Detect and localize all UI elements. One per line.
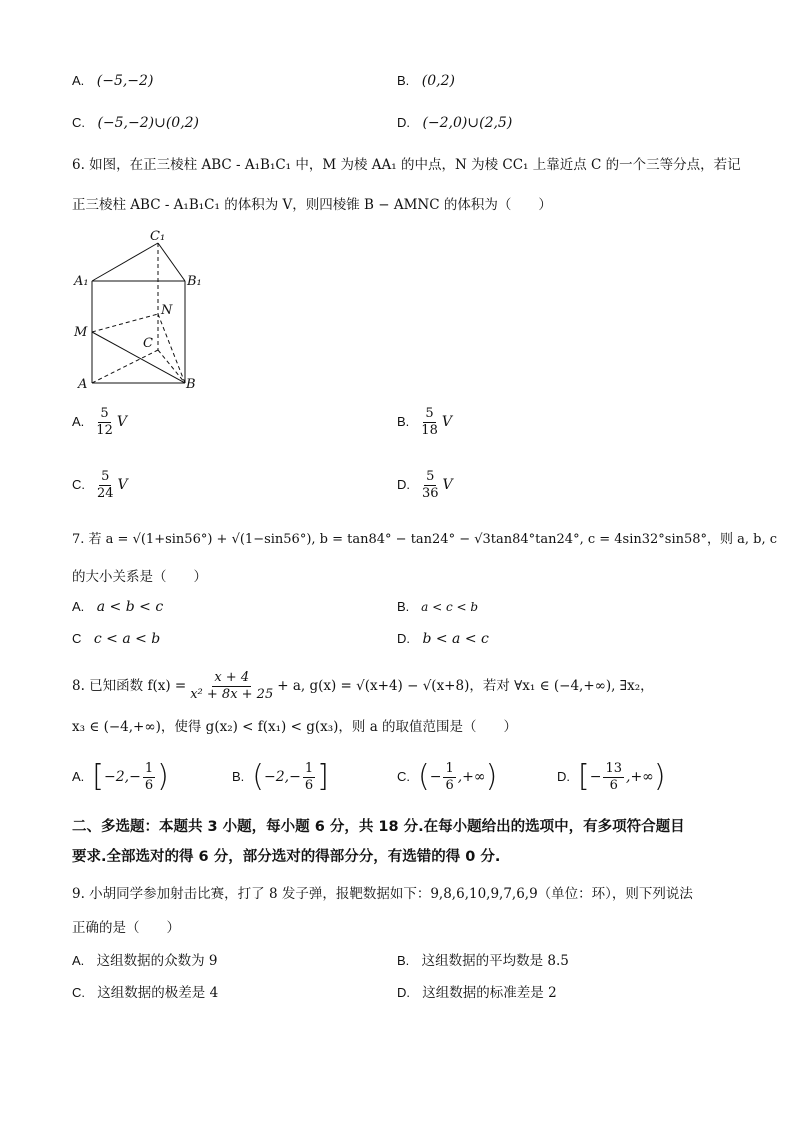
q9-option-c bbox=[72, 982, 218, 1004]
label-b: B bbox=[186, 377, 196, 392]
q7-option-b bbox=[397, 596, 478, 618]
label-c: C bbox=[143, 336, 153, 351]
f-numerator: x + 4 bbox=[214, 669, 250, 685]
f-denominator: x² + 8x + 25 bbox=[190, 686, 274, 702]
q9-option-d bbox=[397, 982, 557, 1004]
q5-option-a bbox=[72, 70, 153, 92]
fraction bbox=[420, 469, 441, 502]
edge-cb-hidden bbox=[158, 350, 185, 383]
option-label: D. bbox=[397, 631, 410, 646]
right-bracket: ) bbox=[485, 759, 498, 794]
q9-stem-line2: 正确的是（ ） bbox=[72, 920, 180, 936]
denominator: 24 bbox=[97, 485, 114, 501]
label-c1: C₁ bbox=[150, 229, 166, 244]
volume-symbol: V bbox=[116, 414, 127, 430]
volume-symbol: V bbox=[117, 477, 128, 493]
denominator: 6 bbox=[304, 777, 314, 793]
q8-stem-line2: x₃ ∈ (−4,+∞)，使得 g(x₂) < f(x₁) < g(x₃)，则 a 的取值范围是（ ） bbox=[72, 719, 518, 735]
option-text: (−5,−2) bbox=[96, 73, 154, 89]
label-b1: B₁ bbox=[187, 274, 202, 289]
denominator: 6 bbox=[144, 777, 154, 793]
interval-text: − bbox=[589, 769, 602, 785]
option-label: A. bbox=[72, 599, 85, 614]
option-label: D. bbox=[557, 769, 570, 784]
fraction bbox=[443, 761, 455, 794]
label-n: N bbox=[161, 303, 173, 318]
edge-mn-hidden bbox=[92, 314, 158, 332]
option-text: 这组数据的众数为 9 bbox=[96, 953, 218, 969]
numerator: 1 bbox=[144, 760, 154, 776]
q8-option-a bbox=[72, 755, 169, 799]
left-bracket: ( bbox=[252, 759, 265, 794]
option-label: C bbox=[72, 631, 82, 646]
interval-text: −2,− bbox=[104, 769, 141, 785]
option-label: B. bbox=[397, 73, 410, 88]
option-text: (−2,0)∪(2,5) bbox=[422, 115, 513, 131]
numerator: 1 bbox=[304, 760, 314, 776]
interval-text-end: ,+∞ bbox=[626, 769, 654, 785]
q8-option-c bbox=[397, 755, 497, 799]
right-bracket: ) bbox=[653, 759, 666, 794]
option-text: c < a < b bbox=[93, 631, 161, 647]
denominator: 12 bbox=[96, 422, 113, 438]
denominator: 36 bbox=[422, 485, 439, 501]
q7-stem-line1: 7. 若 a = √(1+sin56°) + √(1−sin56°), b = tan84° − tan24° − √3tan84°tan24°, c = 4sin32°sin58°，则 a, b, c bbox=[72, 532, 778, 547]
right-bracket: ] bbox=[317, 759, 329, 794]
q6-option-b bbox=[397, 404, 452, 440]
option-text: (0,2) bbox=[421, 73, 455, 89]
q5-option-d bbox=[397, 112, 512, 134]
option-label: D. bbox=[397, 115, 410, 130]
left-bracket: [ bbox=[578, 759, 590, 794]
volume-symbol: V bbox=[441, 414, 452, 430]
option-text: a < c < b bbox=[421, 600, 479, 614]
option-text: 这组数据的极差是 4 bbox=[97, 985, 219, 1001]
option-label: B. bbox=[397, 414, 410, 429]
q9-stem-line1: 9. 小胡同学参加射击比赛，打了 8 发子弹，报靶数据如下：9,8,6,10,9,7,6,9（单位：环），则下列说法 bbox=[72, 886, 693, 902]
fraction bbox=[143, 761, 155, 794]
q6-option-a bbox=[72, 404, 127, 440]
option-label: C. bbox=[72, 115, 85, 130]
volume-symbol: V bbox=[442, 477, 453, 493]
q8-stem-prefix: 8. 已知函数 f(x) = bbox=[72, 678, 187, 694]
option-text: 这组数据的平均数是 8.5 bbox=[421, 953, 569, 969]
option-label: C. bbox=[397, 769, 410, 784]
denominator: 18 bbox=[421, 422, 438, 438]
fraction bbox=[603, 761, 624, 794]
q7-option-d bbox=[397, 628, 489, 650]
q6-stem-line2: 正三棱柱 ABC - A₁B₁C₁ 的体积为 V，则四棱锥 B − AMNC 的体积为（ ） bbox=[72, 197, 552, 213]
option-label: B. bbox=[232, 769, 245, 784]
numerator: 5 bbox=[101, 468, 110, 484]
q5-option-c bbox=[72, 112, 199, 134]
denominator: 6 bbox=[445, 777, 454, 793]
section2-heading-line1: 二、多选题：本题共 3 小题，每小题 6 分，共 18 分.在每小题给出的选项中，有多项符合题目 bbox=[72, 819, 685, 835]
q9-option-a bbox=[72, 950, 217, 972]
edge-ac-hidden bbox=[92, 350, 158, 383]
option-label: B. bbox=[397, 953, 410, 968]
label-a: A bbox=[78, 377, 88, 392]
q5-option-b bbox=[397, 70, 455, 92]
option-text: a < b < c bbox=[96, 599, 164, 615]
option-text: b < a < c bbox=[422, 631, 489, 647]
q6-option-d bbox=[397, 467, 453, 503]
q8-stem-line1 bbox=[72, 664, 654, 708]
option-label: A. bbox=[72, 414, 85, 429]
label-a1: A₁ bbox=[74, 274, 89, 289]
label-m: M bbox=[74, 325, 88, 340]
q8-option-b bbox=[232, 755, 329, 799]
q7-stem-line2: 的大小关系是（ ） bbox=[72, 569, 207, 585]
numerator: 5 bbox=[425, 405, 434, 421]
q8-option-d bbox=[557, 755, 666, 799]
numerator: 13 bbox=[605, 760, 622, 776]
option-label: D. bbox=[397, 477, 410, 492]
option-label: B. bbox=[397, 599, 410, 614]
numerator: 5 bbox=[426, 468, 435, 484]
q8-stem-suffix: + a, g(x) = √(x+4) − √(x+8)，若对 ∀x₁ ∈ (−4,+∞), ∃x₂， bbox=[277, 678, 654, 694]
interval-text: − bbox=[429, 769, 442, 785]
edge-nb-hidden bbox=[158, 314, 185, 383]
denominator: 6 bbox=[609, 777, 618, 793]
option-label: D. bbox=[397, 985, 410, 1000]
interval-text: −2,− bbox=[264, 769, 301, 785]
option-text: 这组数据的标准差是 2 bbox=[422, 985, 557, 1001]
edge-a1c1 bbox=[92, 243, 158, 281]
fraction bbox=[95, 469, 116, 502]
numerator: 1 bbox=[445, 760, 454, 776]
fraction bbox=[303, 761, 315, 794]
option-label: A. bbox=[72, 769, 85, 784]
edge-mb bbox=[92, 332, 185, 383]
numerator: 5 bbox=[100, 405, 109, 421]
section2-heading-line2: 要求.全部选对的得 6 分，部分选对的得部分分，有选错的得 0 分. bbox=[72, 849, 501, 865]
left-bracket: ( bbox=[418, 759, 430, 794]
left-bracket: [ bbox=[92, 759, 105, 794]
fraction bbox=[419, 406, 440, 439]
fraction bbox=[94, 406, 115, 439]
q6-stem-line1: 6. 如图，在正三棱柱 ABC - A₁B₁C₁ 中，M 为棱 AA₁ 的中点，N 为棱 CC₁ 上靠近点 C 的一个三等分点，若记 bbox=[72, 157, 741, 173]
option-label: C. bbox=[72, 985, 85, 1000]
q7-option-a bbox=[72, 596, 163, 618]
q7-option-c bbox=[72, 628, 160, 650]
option-label: A. bbox=[72, 953, 85, 968]
q9-option-b bbox=[397, 950, 569, 972]
option-text: (−5,−2)∪(0,2) bbox=[97, 115, 200, 131]
f-fraction bbox=[188, 670, 275, 703]
interval-text-end: ,+∞ bbox=[457, 769, 486, 785]
prism-figure bbox=[70, 228, 210, 393]
edge-c1b1 bbox=[158, 243, 185, 281]
option-label: A. bbox=[72, 73, 85, 88]
q6-option-c bbox=[72, 467, 128, 503]
right-bracket: ) bbox=[157, 759, 169, 794]
option-label: C. bbox=[72, 477, 85, 492]
